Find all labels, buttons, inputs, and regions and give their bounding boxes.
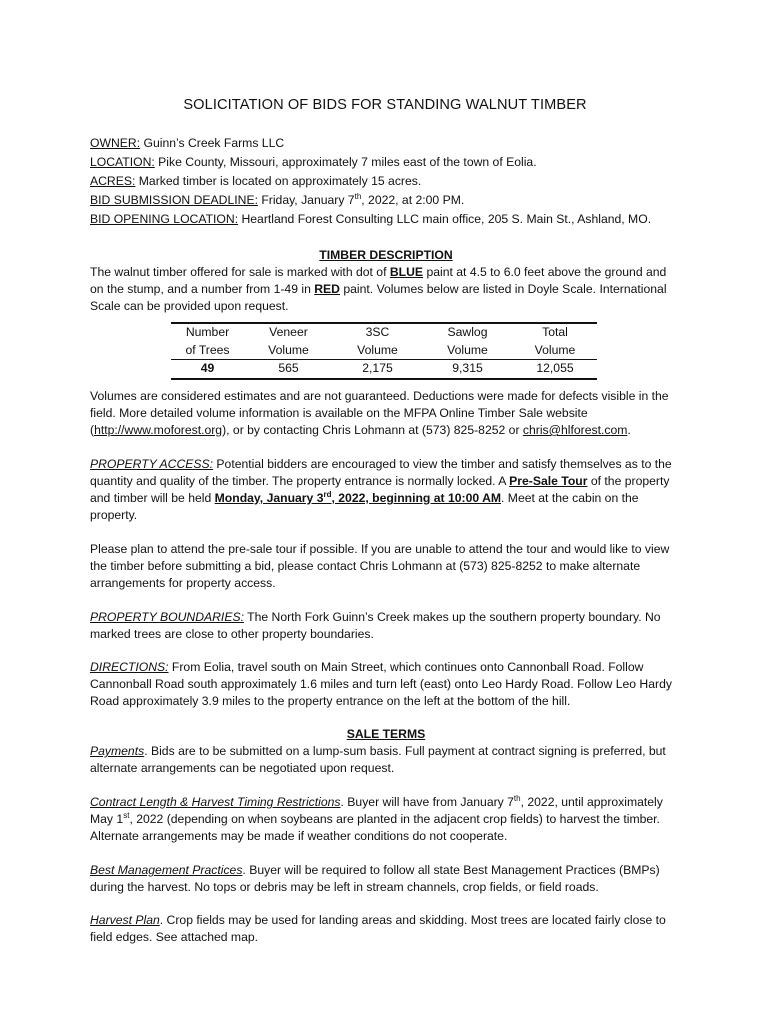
column-header-line: Total xyxy=(542,325,568,339)
timber-text-part: The walnut timber offered for sale is marked with dot of xyxy=(90,265,390,279)
contract-ordinal: st xyxy=(123,810,130,820)
cell-number-of-trees: 49 xyxy=(171,360,244,380)
table-row xyxy=(171,360,597,380)
payments-part: . Bids are to be submitted on a lump-sum basis. Full payment at contract signing is preferred, but alternate arrangements can be negotiated upon request. xyxy=(90,744,666,775)
column-header-line: Volume xyxy=(534,342,576,357)
volumes-note-part: ), or by contacting Chris Lohmann at (573) 825-8252 or xyxy=(222,423,523,437)
acres-value: Marked timber is located on approximately 15 acres. xyxy=(135,174,422,188)
timber-text-part: paint. Volumes below are listed in Doyle Scale. International Scale can be provided upon request. xyxy=(90,282,667,313)
directions-label: DIRECTIONS: xyxy=(90,660,169,674)
harvest-plan-part: . Crop fields may be used for landing areas and skidding. Most trees are located fairly close to field edges. See attached map. xyxy=(90,913,666,944)
directions-section xyxy=(90,659,682,710)
property-access-section xyxy=(90,456,682,524)
owner-value: Guinn’s Creek Farms LLC xyxy=(140,136,285,150)
bmp-text xyxy=(90,862,682,896)
column-header-line: of Trees xyxy=(185,342,230,357)
owner-label: OWNER: xyxy=(90,136,141,150)
property-boundaries-label: PROPERTY BOUNDARIES: xyxy=(90,610,244,624)
volume-table xyxy=(171,322,597,380)
column-header-line: Number xyxy=(185,325,230,339)
column-header-trees xyxy=(171,323,244,360)
column-header-line: 3SC xyxy=(365,325,390,339)
contract-ordinal: th xyxy=(513,793,521,803)
timber-description-section xyxy=(90,247,682,315)
timber-description-text xyxy=(90,264,682,315)
tour-date-part: Monday, January 3 xyxy=(214,491,324,505)
column-header-3sc xyxy=(333,323,422,360)
bid-opening-value: Heartland Forest Consulting LLC main office, 205 S. Main St., Ashland, MO. xyxy=(238,212,652,226)
red-paint-label: RED xyxy=(314,282,340,296)
column-header-line: Volume xyxy=(268,342,309,357)
contract-length-section xyxy=(90,794,682,845)
sale-terms-section xyxy=(90,726,682,777)
property-access-text xyxy=(90,456,682,524)
bid-deadline-label: BID SUBMISSION DEADLINE: xyxy=(90,193,258,207)
volumes-note-section xyxy=(90,388,682,439)
timber-text-part: paint at 4.5 to 6.0 feet above the ground and on the stump, and a number from 1-49 in xyxy=(90,265,667,296)
property-access-part: Potential bidders are encouraged to view the timber and satisfy themselves as to the quantity and quality of the timber. The property entrance is normally locked. A xyxy=(90,457,672,488)
website-link[interactable]: http://www.moforest.org xyxy=(94,423,223,437)
column-header-line: Volume xyxy=(447,342,488,357)
volume-table-header xyxy=(171,323,597,360)
bmp-part: . Buyer will be required to follow all state Best Management Practices (BMPs) during the harvest. No tops or debris may be left in stream channels, crop fields, or field roads. xyxy=(90,863,660,894)
tour-date xyxy=(215,491,501,505)
harvest-plan-section xyxy=(90,912,682,946)
contract-length-text xyxy=(90,794,682,845)
property-access-part: of the property and timber will be held xyxy=(90,474,670,505)
cell-3sc-volume: 2,175 xyxy=(333,360,422,380)
column-header-line: Veneer xyxy=(269,325,308,339)
pre-sale-tour-label: Pre-Sale Tour xyxy=(509,474,588,488)
column-header-line: Sawlog xyxy=(447,325,488,339)
tour-note-section xyxy=(90,541,682,592)
bid-deadline-value-end: , 2022, at 2:00 PM. xyxy=(361,193,465,207)
contract-length-label: Contract Length & Harvest Timing Restrictions xyxy=(90,795,341,809)
timber-description-heading: TIMBER DESCRIPTION xyxy=(319,248,453,262)
tour-date-part: , 2022, beginning at 10:00 AM xyxy=(331,491,502,505)
property-access-label: PROPERTY ACCESS: xyxy=(90,457,214,471)
document-title: SOLICITATION OF BIDS FOR STANDING WALNUT TIMBER xyxy=(183,97,587,113)
bid-deadline-ordinal: th xyxy=(354,191,362,201)
location-line xyxy=(90,153,690,172)
property-boundaries-section xyxy=(90,609,682,643)
column-header-sawlog xyxy=(422,323,513,360)
payments-label: Payments xyxy=(90,744,145,758)
volumes-note-part: Volumes are considered estimates and are not guaranteed. Deductions were made for defects visible in the field. More detailed volume information is available on the MFPA Online Timber Sale website ( xyxy=(90,389,669,437)
sale-header-info xyxy=(90,134,690,229)
owner-line xyxy=(90,134,690,153)
column-header-veneer xyxy=(244,323,333,360)
volumes-note-text xyxy=(90,388,682,439)
tour-date-ordinal: rd xyxy=(323,489,332,499)
harvest-plan-text xyxy=(90,912,682,946)
directions-part: From Eolia, travel south on Main Street, which continues onto Cannonball Road. Follow Cannonball Road south approximately 1.6 miles and turn left (east) onto Leo Hardy Road. Follow Leo Hardy Road approximately 3.9 miles to the property entrance on the left at the bottom of the hill. xyxy=(90,660,672,708)
bid-opening-label: BID OPENING LOCATION: xyxy=(90,212,239,226)
contract-part: , 2022 (depending on when soybeans are planted in the adjacent crop fields) to harvest the timber. Alternate arrangements may be made if weather conditions do not cooperate. xyxy=(90,812,660,843)
property-boundaries-text xyxy=(90,609,682,643)
bmp-section xyxy=(90,862,682,896)
cell-total-volume: 12,055 xyxy=(513,360,597,380)
payments-text xyxy=(90,743,682,777)
cell-sawlog-volume: 9,315 xyxy=(422,360,513,380)
blue-paint-label: BLUE xyxy=(389,265,424,279)
contract-part: . Buyer will have from January 7 xyxy=(340,795,514,809)
tour-note-text: Please plan to attend the pre-sale tour if possible. If you are unable to attend the tour and would like to view the timber before submitting a bid, please contact Chris Lohmann at (573) 825-8252 to make alternate arrangements for property access. xyxy=(90,542,670,590)
property-boundaries-part: The North Fork Guinn’s Creek makes up the southern property boundary. No marked trees are close to other property boundaries. xyxy=(90,610,661,641)
bid-opening-line xyxy=(90,210,690,229)
bid-deadline-value: Friday, January 7 xyxy=(257,193,355,207)
contract-part: , 2022, until approximately May 1 xyxy=(90,795,663,826)
acres-label: ACRES: xyxy=(90,174,136,188)
bmp-label: Best Management Practices xyxy=(90,863,243,877)
sale-terms-heading: SALE TERMS xyxy=(346,727,426,741)
location-value: Pike County, Missouri, approximately 7 miles east of the town of Eolia. xyxy=(154,155,537,169)
harvest-plan-label: Harvest Plan xyxy=(90,913,160,927)
acres-line xyxy=(90,172,690,191)
location-label: LOCATION: xyxy=(90,155,155,169)
property-access-part: . Meet at the cabin on the property. xyxy=(90,491,639,522)
column-header-total xyxy=(513,323,597,360)
email-link[interactable]: chris@hlforest.com xyxy=(522,423,628,437)
cell-veneer-volume: 565 xyxy=(244,360,333,380)
bid-deadline-line xyxy=(90,191,690,210)
column-header-line: Volume xyxy=(357,342,398,357)
directions-text xyxy=(90,659,682,710)
volumes-note-part: . xyxy=(627,423,631,437)
